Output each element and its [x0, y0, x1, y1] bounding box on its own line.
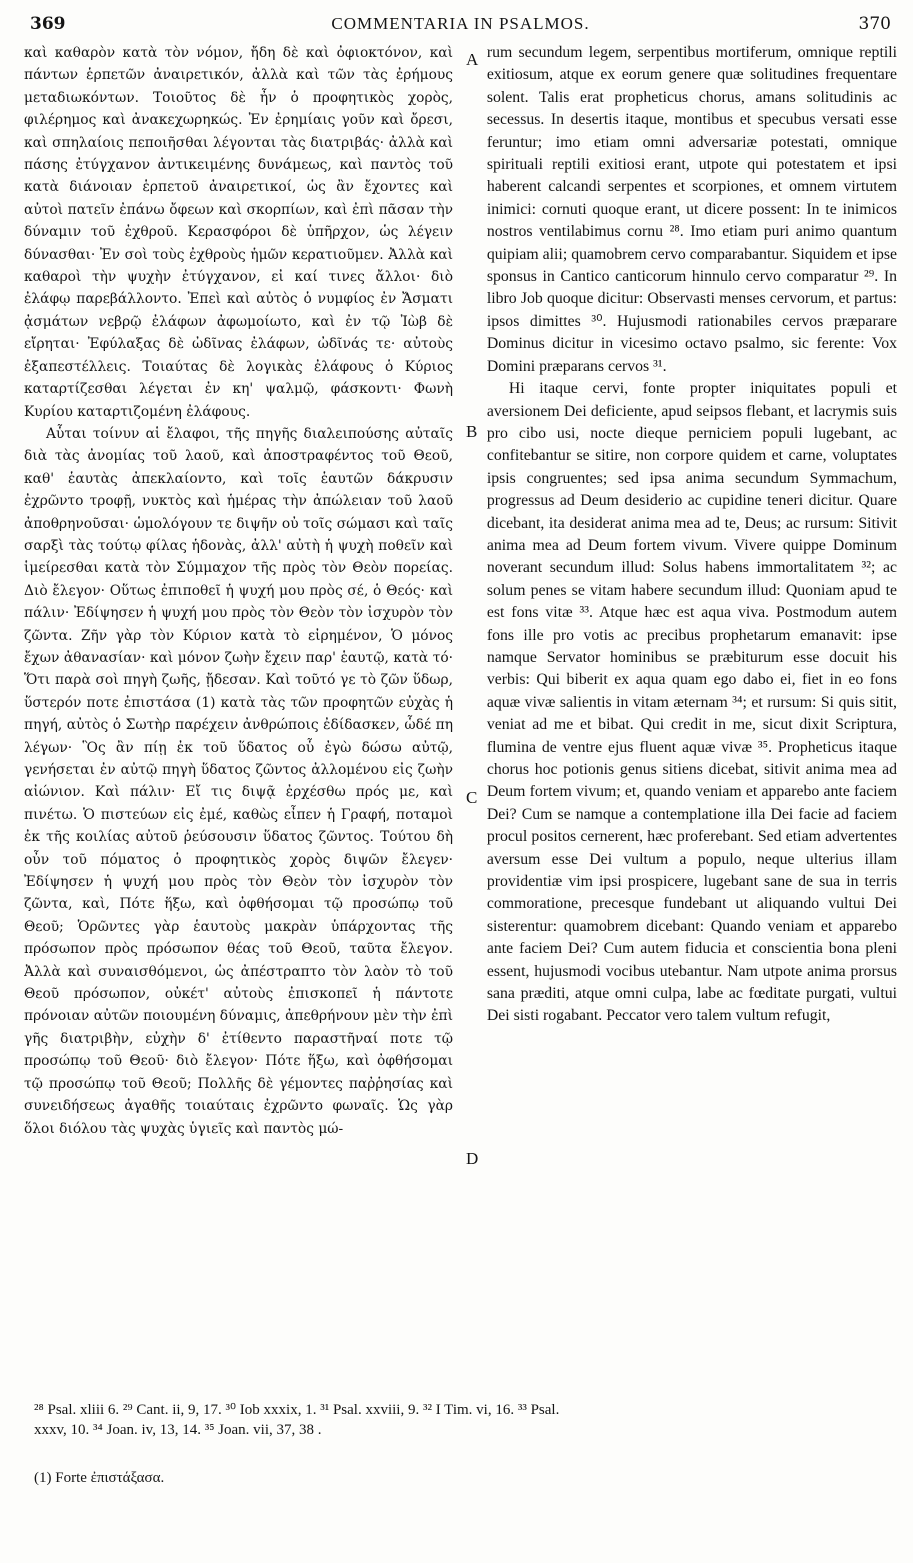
footnote-references	[34, 1400, 889, 1440]
footnote-line: ²⁸ Psal. xliii 6. ²⁹ Cant. ii, 9, 17. ³⁰ Iob xxxix, 1. ³¹ Psal. xxviii, 9. ³² I Tim. vi, 16. ³³ Psal.	[34, 1402, 560, 1418]
latin-column	[483, 42, 897, 1382]
page-header	[24, 10, 897, 36]
greek-column	[24, 42, 461, 1382]
footnote-line: xxxv, 10. ³⁴ Joan. iv, 13, 14. ³⁵ Joan. vii, 37, 38 .	[34, 1422, 322, 1438]
footnote-note: (1) Forte ἐπιστάξασα.	[34, 1470, 165, 1486]
margin-marker-a: A	[466, 50, 479, 69]
text-columns	[24, 42, 897, 1382]
greek-paragraph: Αὗται τοίνυν αἱ ἔλαφοι, τῆς πηγῆς διαλειπούσης αὐταῖς διὰ τὰς ἀνομίας τοῦ λαοῦ, καὶ ἀποστραφέντος τοῦ Θεοῦ, καθ' ἑαυτὰς ἀπεκλαίοντο, καὶ τοῖς ἑαυτῶν δάκρυσιν ἐχρῶντο τροφῇ, νυκτὸς καὶ ἡμέρας τὴν ἀπώλειαν τοῦ λαοῦ ἀποθρηνοῦσαι· ὡμολόγουν τε διψῆν οὐ τοῖς σώμασι καὶ ταῖς σαρξὶ τὰς τούτῳ φίλας ἡδονὰς, ἀλλ' αὐτὴ ἡ ψυχὴ ποθεῖν καὶ ἱμείρεσθαι κατὰ τὸν Σύμμαχον τῆς πρὸς τὸν Θεὸν πορείας. Διὸ ἔλεγον· Οὕτως ἐπιποθεῖ ἡ ψυχή μου πρὸς σέ, ὁ Θεός· καὶ πάλιν· Ἐδίψησεν ἡ ψυχή μου πρὸς τὸν Θεὸν τὸν ἰσχυρὸν τὸν ζῶντα. Ζῆν γὰρ τὸν Κύριον κατὰ τὸ εἰρημένον, Ὁ μόνος ἔχων ἀθανασίαν· καὶ μόνον ζωὴν ἔχειν παρ' ἑαυτῷ, κατὰ τό· Ὅτι παρὰ σοὶ πηγὴ ζωῆς, ᾔδεσαν. Καὶ τοῦτό γε τὸ ζῶν ὕδωρ, ὕστερόν ποτε ἐπιστάσα (1) κατὰ τὰς τῶν προφητῶν εὐχὰς ἡ πηγή, αὐτὸς ὁ Σωτὴρ παρέχειν ἀνθρώποις ἐδίδασκεν, ὧδέ πη λέγων· Ὃς ἂν πίῃ ἐκ τοῦ ὕδατος οὗ ἐγὼ δώσω αὐτῷ, γενήσεται ἐν αὐτῷ πηγὴ ὕδατος ζῶντος ἀλλομένου εἰς ζωὴν αἰώνιον. Καὶ πάλιν· Εἴ τις διψᾷ ἐρχέσθω πρός με, καὶ πινέτω. Ὁ πιστεύων εἰς ἐμέ, καθὼς εἶπεν ἡ Γραφή, ποταμοὶ ἐκ τῆς κοιλίας αὐτοῦ ῥεύσουσιν ὕδατος ζῶντος. Τούτου δὴ οὖν τοῦ πόματος ὁ προφητικὸς χορὸς διψῶν ἔλεγεν· Ἐδίψησεν ἡ ψυχή μου πρὸς τὸν Θεὸν τὸν ἰσχυρὸν τὸν ζῶντα, καὶ, Πότε ἥξω, καὶ ὀφθήσομαι τῷ προσώπῳ τοῦ Θεοῦ; Ὁρῶντες γὰρ ἑαυτοὺς μακρὰν ὑπάρχοντας τῆς πρόσωπον πρὸς πρόσωπον θέας τοῦ Θεοῦ, ταῦτα ἔλεγον. Ἀλλὰ καὶ συναισθόμενοι, ὡς ἀπέστραπτο τὸν λαὸν τὸ τοῦ Θεοῦ πρόσωπον, οὐκέτ' αὐτοὺς ἐπισκοπεῖ ἡ πάντοτε πρόνοιαν αὐτῶν ποιουμένη δύναμις, ἀπεθρήνουν μὲν τὴν ἐπὶ γῆς διατριβὴν, εὐχὴν δ' ἐτίθεντο παραστῆναί ποτε τῷ προσώπῳ τοῦ Θεοῦ· διὸ ἔλεγον· Πότε ἥξω, καὶ ὀφθήσομαι τῷ προσώπῳ τοῦ Θεοῦ; Πολλῆς δὲ γέμοντες παῤῥησίας καὶ συνειδήσεως ἀγαθῆς τοιαύταις ἐχρῶντο φωναῖς. Ὡς γὰρ ὅλοι διόλου τὰς ψυχὰς ὑγιεῖς καὶ παντὸς μώ-	[24, 425, 454, 1137]
margin-marker-b: B	[466, 422, 478, 441]
latin-paragraph: Hi itaque cervi, fonte propter iniquitates populi et aversionem Dei deficiente, apud seipsos flebant, et lacrymis suis pro cibo usi, nocte dieque perniciem populi lugebant, ac confitebantur se sitire, non corpore quidem et carne, voluptates ipsis congruentes; sed ipsa anima secundum Symmachum, progressus ad Deum desiderio ac cupidine teneri dicitur. Quare dicebant, ita desiderat anima mea ad te, Deus; ac rursum: Sitivit anima mea ad Deum fortem vivum. Vivere quippe Dominum noverant secundum illud: Solus habens immortalitatem ³²; ac solum penes se vitam habere secundum illud: Quoniam apud te est fons vitæ ³³. Atque hæc est aqua viva. Postmodum autem fons ille pro votis ac precibus prophetarum emanavit: ipse namque Servator hominibus se præbiturum esse docuit his verbis: Qui biberit ex aqua quam ego dabo ei, fiet in eo fons aquæ vivæ salientis in vitam æternam ³⁴; et rursum: Si quis sitit, veniat ad me et bibat. Qui credit in me, sicut dixit Scriptura, flumina de ventre ejus fluent aquæ vivæ ³⁵. Propheticus itaque chorus hoc potionis genus sitiens dicebat, sitivit anima mea ad Deum fortem vivum; et, quando veniam et apparebo ante faciem Dei? Cum se namque a contemplatione illa Dei facie ad faciem procul positos cernerent, hæc proferebant. Sed etiam advertentes aversum esse Dei vultum a populo, neque ulterius illam providentiæ vim ipsi prospicere, lugebant sane de sua in terris commoratione, precesque fundebant ut aliquando vultui Dei sisterentur: quamobrem dicebant: Quando veniam et apparebo ante faciem Dei? Cum autem fiducia et conscientia bona pleni essent, hujusmodi vocibus utebantur. Nam utpote anima prorsus sana præditi, atque omni culpa, labe ac fœditate purgati, vultui Dei sisti rogabant. Peccator vero talem vultum refugit,	[486, 380, 897, 1025]
margin-marker-d: D	[466, 1149, 479, 1168]
latin-paragraph: rum secundum legem, serpentibus mortiferum, omnique reptili exitiosum, atque ex eorum genere quæ solitudines frequentare solent. Talis erat propheticus chorus, amans solitudinis ac secessus. In desertis itaque, montibus et specubus versati esse feruntur; imo etiam omni adversariæ potestati, omnique spirituali reptili exitiosi erant, utpote qui potestatem et ipsi haberent calcandi serpentes et scorpiones, et omnem virtutem inimici: cornuti quoque erant, ut dicere possent: In te inimicos nostros ventilabimus cornu ²⁸. Imo etiam puri animo quantum quipiam alii; quamobrem cervo comparabantur. Siquidem et ipse sponsus in Cantico canticorum hinnulo cervo comparatur ²⁹. In libro Job quoque dicitur: Observasti menses cervorum, et partus: ipsos dimittes ³⁰. Hujusmodi rationabiles cervos præparare Dominus dicitur in vicesimo octavo psalmo, sic ferente: Vox Domini præparans cervos ³¹.	[486, 44, 897, 375]
margin-marker-c: C	[466, 788, 478, 807]
running-title: COMMENTARIA IN PSALMOS.	[331, 14, 590, 33]
margin-gutter	[461, 42, 483, 1382]
page-number-left: 369	[30, 14, 66, 34]
page-number-right: 370	[858, 14, 891, 34]
greek-paragraph: καὶ καθαρὸν κατὰ τὸν νόμον, ἤδη δὲ καὶ ὀφιοκτόνον, καὶ πάντων ἑρπετῶν ἀναιρετικόν, ἀλλὰ καὶ τῶν τὰς ἐρήμους μεταδιωκόντων. Τοιοῦτος δὲ ἦν ὁ προφητικὸς χορὸς, φιλέρημος καὶ ἀνακεχωρηκώς. Ἐν ἐρημίαις γοῦν καὶ ὄρεσι, καὶ σπηλαίοις πεποιῆσθαι λέγονται τὰς διατριβάς· ἀλλὰ καὶ πάσης ἐτύγχανον ἀντικειμένης δυνάμεως, καὶ παντὸς τοῦ κατὰ διάνοιαν ἑρπετοῦ ἀναιρετικοί, ὡς ἂν ἔχοντες καὶ αὐτοὶ πατεῖν ἐπάνω ὄφεων καὶ σκορπίων, καὶ ἐπὶ πᾶσαν τὴν δύναμιν τοῦ ἐχθροῦ. Κερασφόροι δὲ ὑπῆρχον, ὡς λέγειν δύνασθαι· Ἐν σοὶ τοὺς ἐχθροὺς ἡμῶν κερατιοῦμεν. Ἀλλὰ καὶ καθαροὶ τὴν ψυχὴν ἐτύγχανον, εἰ καί τινες ἄλλοι· διὸ ἐλάφῳ παρεβάλλοντο. Ἐπεὶ καὶ αὐτὸς ὁ νυμφίος ἐν Ἄσματι ᾀσμάτων νεβρῷ ἐλάφων ἀφωμοίωτο, καὶ ἐν τῷ Ἰὼβ δὲ εἴρηται· Ἐφύλαξας δὲ ὠδῖνας ἐλάφων, ὠδῖνάς τε· αὐτοὺς ἐξαπεστέλλεις. Τοιαύτας δὲ λογικὰς ἐλάφους ὁ Κύριος καταρτίζεσθαι λέγεται ἐν κη' ψαλμῷ, φάσκοντι· Φωνὴ Κυρίου καταρτιζομένη ἐλάφους.	[24, 45, 454, 420]
